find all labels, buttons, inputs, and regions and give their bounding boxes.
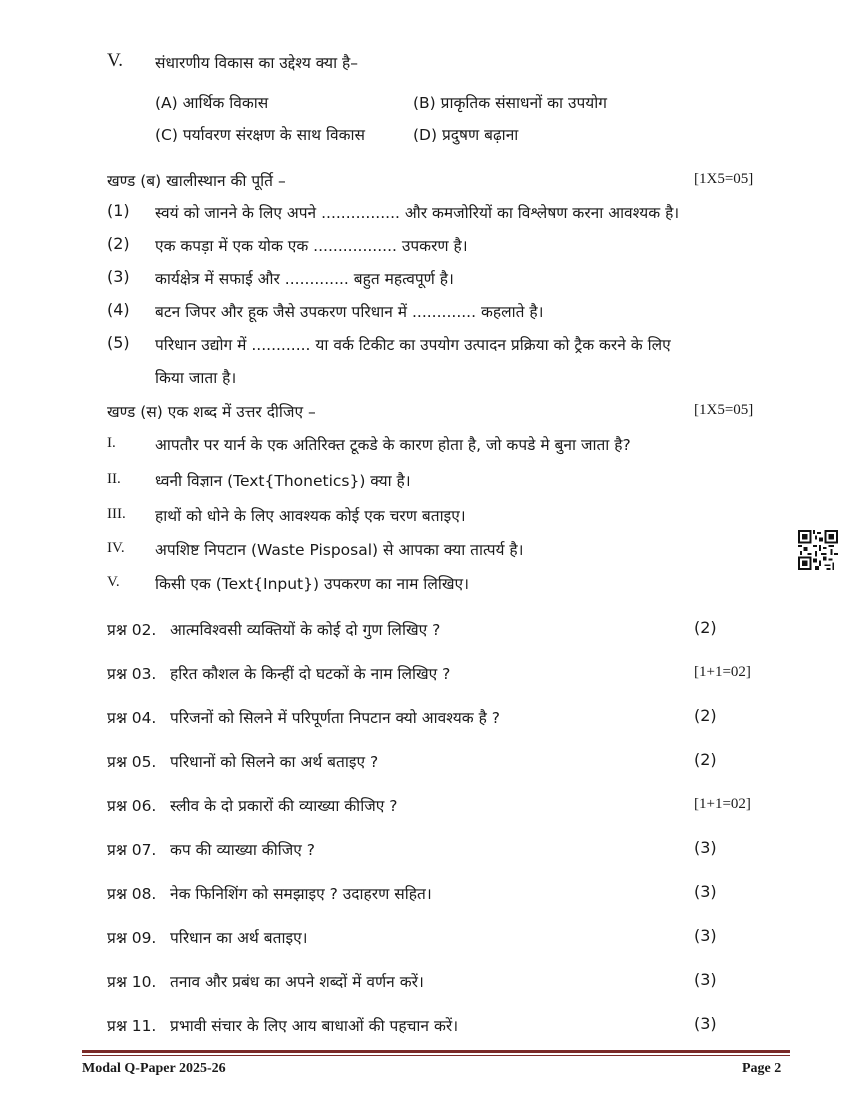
fill-item-text: बटन जिपर और हूक जैसे उपकरण परिधान में ............. कहलाते है। [155, 303, 544, 321]
footer-divider-thin [82, 1055, 790, 1056]
fill-item-num: (2) [107, 234, 130, 253]
question-marks: (2) [694, 618, 717, 637]
fill-item-num: (4) [107, 300, 130, 319]
question-marks: (2) [694, 706, 717, 725]
section-s-heading: खण्ड (स) एक शब्द में उत्तर दीजिए – [107, 403, 316, 421]
question-label: प्रश्न 06. [107, 797, 157, 815]
question-label: प्रश्न 08. [107, 885, 157, 903]
qr-code-icon [798, 530, 838, 570]
question-label: प्रश्न 03. [107, 665, 157, 683]
fill-item-text: एक कपड़ा में एक योक एक ................. उपकरण है। [155, 237, 468, 255]
question-text: कप की व्याख्या कीजिए ? [170, 841, 315, 859]
fill-item-text: परिधान उद्योग में ............ या वर्क टिकीट का उपयोग उत्पादन प्रक्रिया को ट्रैक करने के लिए [155, 336, 671, 354]
question-text: परिधानों को सिलने का अर्थ बताइए ? [170, 753, 379, 771]
footer-page-number: Page 2 [742, 1061, 782, 1076]
section-v-question: संधारणीय विकास का उद्देश्य क्या है– [155, 54, 359, 72]
one-word-text: ध्वनी विज्ञान (Text{Thonetics}) क्या है। [155, 472, 411, 490]
section-b-heading: खण्ड (ब) खालीस्थान की पूर्ति – [107, 172, 286, 190]
question-marks: (2) [694, 750, 717, 769]
question-label: प्रश्न 07. [107, 841, 157, 859]
question-text: नेक फिनिशिंग को समझाइए ? उदाहरण सहित। [170, 885, 432, 903]
option-b: (B) प्राकृतिक संसाधनों का उपयोग [413, 94, 607, 112]
question-marks: (3) [694, 1014, 717, 1033]
section-v-numeral: V. [107, 50, 124, 71]
fill-item-text: स्वयं को जानने के लिए अपने ................ और कमजोरियों का विश्लेषण करना आवश्यक है। [155, 204, 680, 222]
question-label: प्रश्न 09. [107, 929, 157, 947]
question-marks: (3) [694, 926, 717, 945]
fill-item-text-cont: किया जाता है। [155, 369, 237, 387]
section-b-marks: [1X5=05] [694, 171, 754, 187]
question-label: प्रश्न 10. [107, 973, 157, 991]
question-text: आत्मविश्वसी व्यक्तियों के कोई दो गुण लिखिए ? [170, 621, 441, 639]
fill-item-num: (5) [107, 333, 130, 352]
question-marks: (3) [694, 970, 717, 989]
question-marks: [1+1=02] [694, 796, 751, 812]
fill-item-num: (3) [107, 267, 130, 286]
question-text: तनाव और प्रबंध का अपने शब्दों में वर्णन करें। [170, 973, 424, 991]
question-label: प्रश्न 05. [107, 753, 157, 771]
fill-item-text: कार्यक्षेत्र में सफाई और ............. बहुत महत्वपूर्ण है। [155, 270, 454, 288]
question-text: स्लीव के दो प्रकारों की व्याख्या कीजिए ? [170, 797, 398, 815]
option-c: (C) पर्यावरण संरक्षण के साथ विकास [155, 126, 365, 144]
section-s-marks: [1X5=05] [694, 402, 754, 418]
one-word-num: I. [107, 435, 116, 451]
fill-item-num: (1) [107, 201, 130, 220]
one-word-num: II. [107, 471, 121, 487]
footer-divider [82, 1050, 790, 1053]
option-a: (A) आर्थिक विकास [155, 94, 269, 112]
one-word-num: IV. [107, 540, 125, 556]
question-text: परिजनों को सिलने में परिपूर्णता निपटान क्यो आवश्यक है ? [170, 709, 500, 727]
question-marks: (3) [694, 838, 717, 857]
question-label: प्रश्न 04. [107, 709, 157, 727]
question-marks: [1+1=02] [694, 664, 751, 680]
question-marks: (3) [694, 882, 717, 901]
question-text: प्रभावी संचार के लिए आय बाधाओं की पहचान करें। [170, 1017, 459, 1035]
one-word-num: III. [107, 506, 126, 522]
question-text: परिधान का अर्थ बताइए। [170, 929, 308, 947]
question-label: प्रश्न 02. [107, 621, 157, 639]
one-word-text: हाथों को धोने के लिए आवश्यक कोई एक चरण बताइए। [155, 507, 466, 525]
question-label: प्रश्न 11. [107, 1017, 157, 1035]
one-word-text: किसी एक (Text{Input}) उपकरण का नाम लिखिए। [155, 575, 469, 593]
one-word-text: अपशिष्ट निपटान (Waste Pisposal) से आपका क्या तात्पर्य है। [155, 541, 524, 559]
footer-paper-title: Modal Q-Paper 2025-26 [82, 1061, 226, 1076]
option-d: (D) प्रदुषण बढ़ाना [413, 126, 519, 144]
question-text: हरित कौशल के किन्हीं दो घटकों के नाम लिखिए ? [170, 665, 451, 683]
one-word-text: आपतौर पर यार्न के एक अतिरिक्त टूकडे के कारण होता है, जो कपडे मे बुना जाता है? [155, 436, 631, 454]
one-word-num: V. [107, 574, 120, 590]
